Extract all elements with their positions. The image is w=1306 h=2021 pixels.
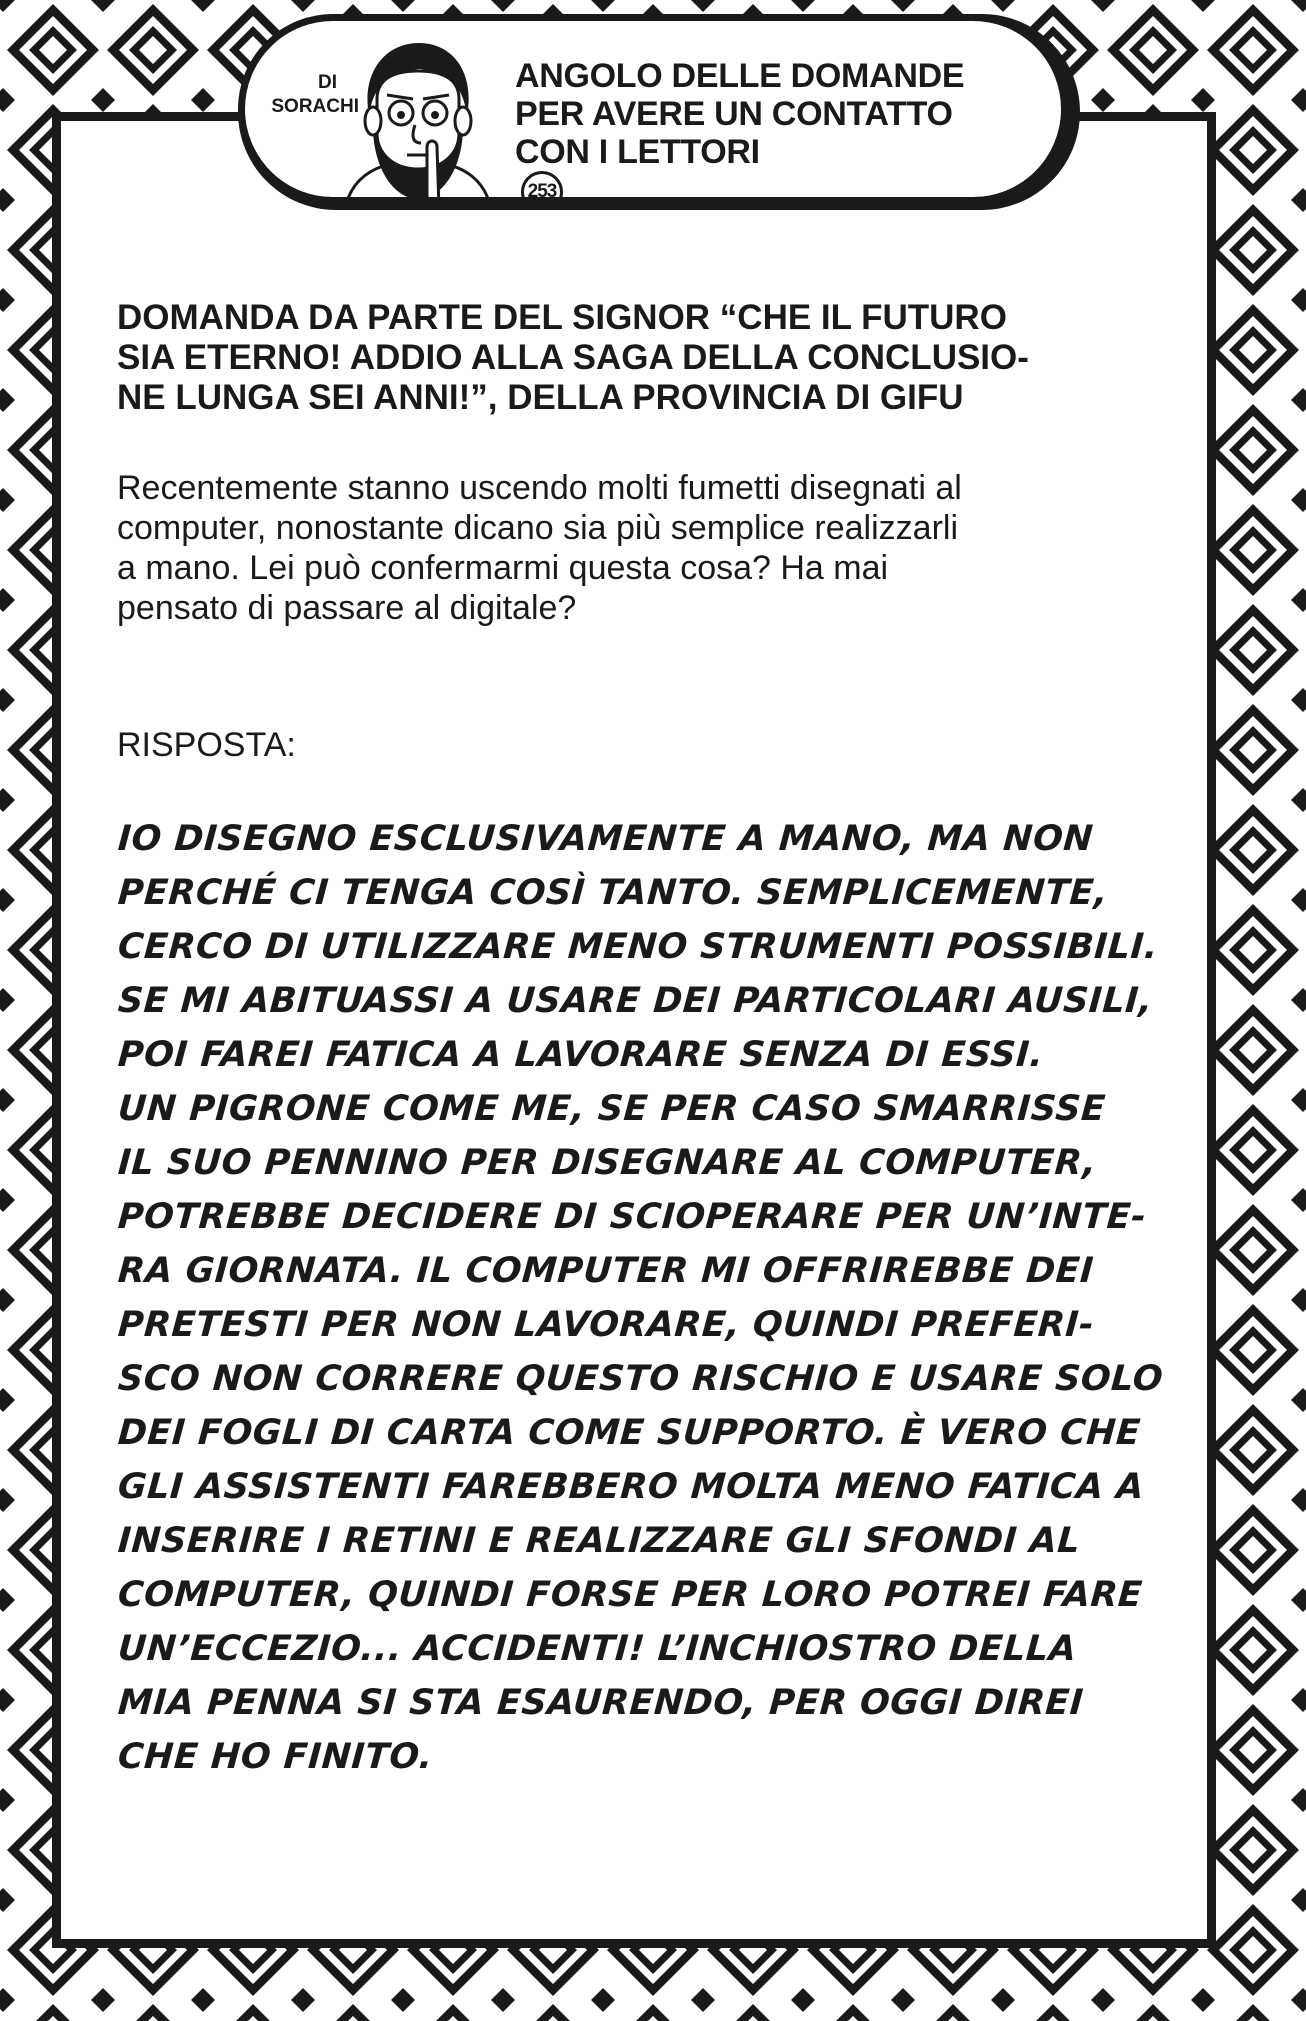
answer-line: GLI ASSISTENTI FAREBBERO MOLTA MENO FATICA A (116, 1467, 1146, 1507)
answer-line: CERCO DI UTILIZZARE MENO STRUMENTI POSSIBILI. (116, 927, 1160, 967)
header-title-line: CON I LETTORI (515, 133, 760, 171)
answer-line: SE MI ABITUASSI A USARE DEI PARTICOLARI AUSILI, (116, 981, 1154, 1021)
answer-line: POI FAREI FATICA A LAVORARE SENZA DI ESSI. (116, 1035, 1045, 1075)
question-title-line: NE LUNGA SEI ANNI!”, DELLA PROVINCIA DI GIFU (117, 378, 964, 417)
issue-number-badge: 253 (521, 171, 563, 204)
answer-body (118, 812, 1198, 1784)
answer-line: IO DISEGNO ESCLUSIVAMENTE A MANO, MA NON (116, 819, 1095, 859)
answer-line: CHE HO FINITO. (116, 1737, 435, 1777)
question-title (117, 298, 1207, 418)
answer-line: UN PIGRONE COME ME, SE PER CASO SMARRISSE (116, 1089, 1107, 1129)
question-title-line: SIA ETERNO! ADDIO ALLA SAGA DELLA CONCLUSIO- (117, 338, 1029, 377)
byline-name: SORACHI (271, 96, 359, 117)
answer-line: SCO NON CORRERE QUESTO RISCHIO E USARE SOLO (116, 1359, 1165, 1399)
answer-label: RISPOSTA: (117, 726, 296, 764)
question-body-line: computer, nonostante dicano sia più semplice realizzarli (117, 509, 959, 547)
question-body (117, 468, 1207, 628)
byline-di: DI (318, 72, 337, 93)
answer-line: INSERIRE I RETINI E REALIZZARE GLI SFONDI AL (116, 1521, 1082, 1561)
answer-line: UN’ECCEZIO... ACCIDENTI! L’INCHIOSTRO DELLA (116, 1629, 1078, 1669)
answer-line: RA GIORNATA. IL COMPUTER MI OFFRIREBBE DEI (116, 1251, 1096, 1291)
answer-line: PERCHÉ CI TENGA COSÌ TANTO. SEMPLICEMENTE, (116, 873, 1110, 913)
question-body-line: Recentemente stanno uscendo molti fumetti disegnati al (117, 469, 962, 507)
answer-line: PRETESTI PER NON LAVORARE, QUINDI PREFERI- (116, 1305, 1096, 1345)
answer-line: DEI FOGLI DI CARTA COME SUPPORTO. È VERO CHE (116, 1413, 1142, 1453)
answer-line: POTREBBE DECIDERE DI SCIOPERARE PER UN’INTE- (116, 1197, 1148, 1237)
question-title-line: DOMANDA DA PARTE DEL SIGNOR “CHE IL FUTURO (117, 298, 1007, 337)
answer-line: COMPUTER, QUINDI FORSE PER LORO POTREI FARE (116, 1575, 1144, 1615)
answer-line: IL SUO PENNINO PER DISEGNARE AL COMPUTER, (116, 1143, 1099, 1183)
header-title-line: ANGOLO DELLE DOMANDE (515, 57, 965, 95)
question-body-line: a mano. Lei può confermarmi questa cosa? Ha mai (117, 549, 889, 587)
answer-line: MIA PENNA SI STA ESAURENDO, PER OGGI DIREI (116, 1683, 1085, 1723)
header-banner (238, 14, 1068, 204)
header-title (515, 57, 1055, 204)
header-title-line: PER AVERE UN CONTATTO (515, 95, 953, 133)
author-portrait-icon (343, 29, 493, 204)
question-body-line: pensato di passare al digitale? (117, 589, 577, 627)
